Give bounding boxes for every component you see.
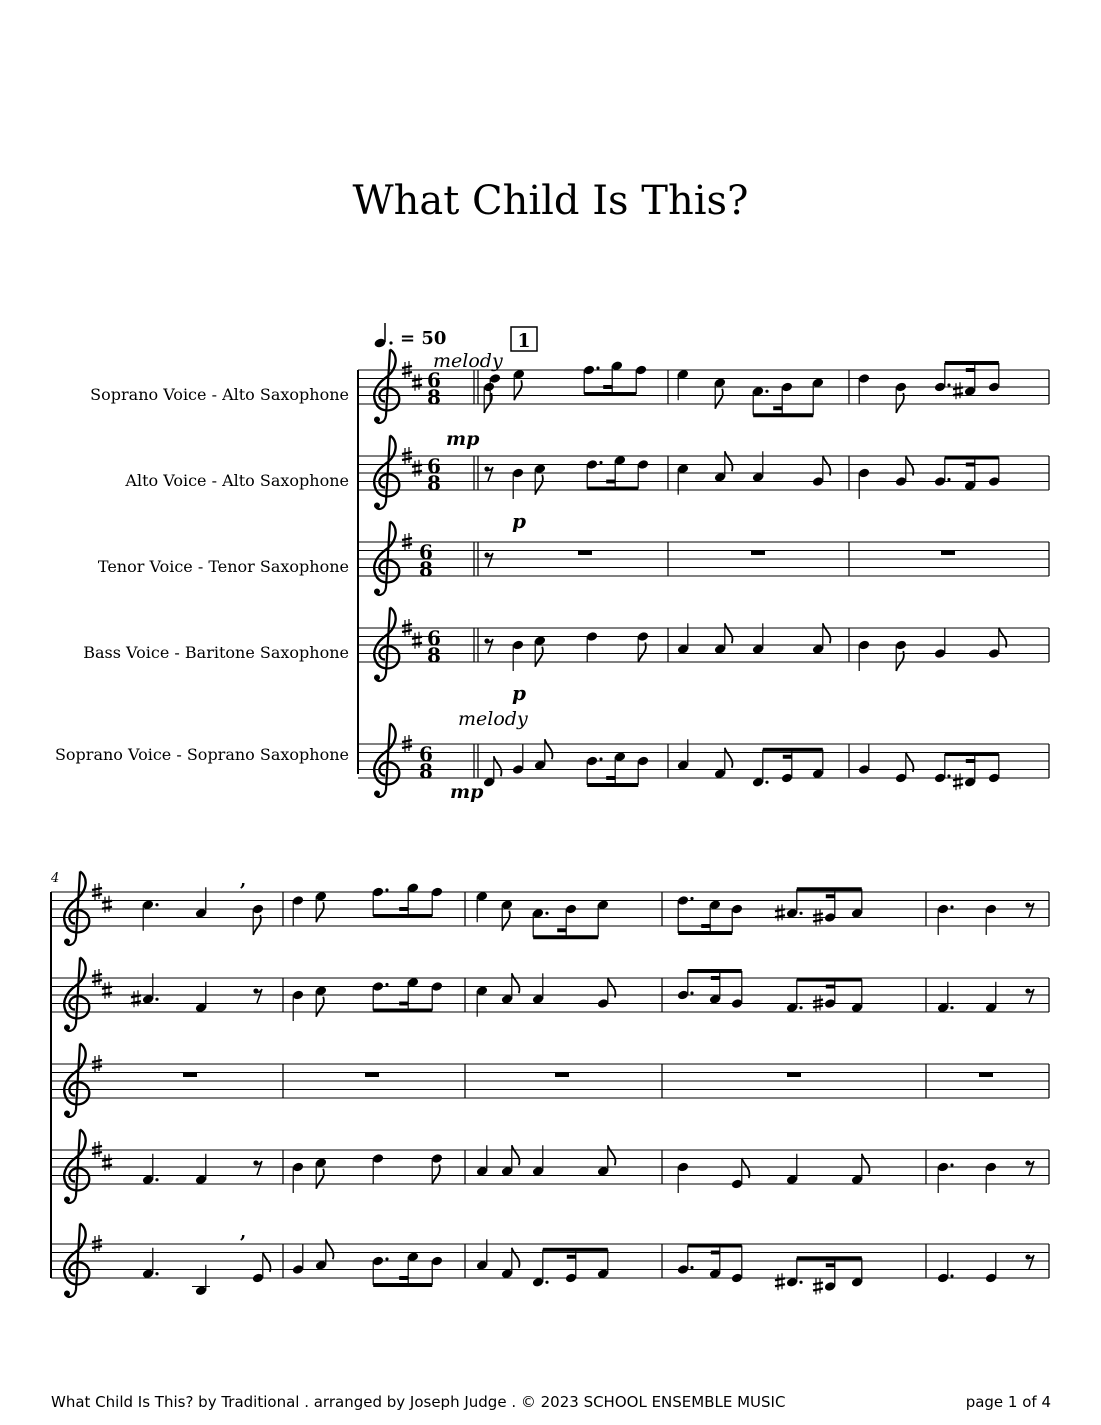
key-signature-sharp-icon <box>412 374 422 391</box>
treble-clef-icon <box>64 958 89 1031</box>
key-signature-sharp-icon <box>412 460 422 477</box>
treble-clef-icon <box>64 872 89 945</box>
key-signature-sharp-icon <box>102 982 112 999</box>
system-2-staves <box>51 870 1049 1297</box>
staff-system1-3 <box>358 522 1049 595</box>
treble-clef-icon <box>374 522 399 595</box>
key-signature-sharp-icon <box>102 1154 112 1171</box>
time-signature-top: 6 <box>419 742 433 766</box>
treble-clef-icon <box>374 608 399 681</box>
time-signature-top: 6 <box>427 626 441 650</box>
footer-page-number: page 1 of 4 <box>965 1393 1051 1411</box>
rehearsal-mark: 1 <box>517 330 531 352</box>
key-signature-sharp-icon <box>412 632 422 649</box>
treble-clef-icon <box>64 1224 89 1297</box>
time-signature-bottom: 8 <box>427 385 441 409</box>
measure-number: 4 <box>51 871 60 886</box>
time-signature-bottom: 8 <box>419 759 433 783</box>
staff-system2-1 <box>51 872 1049 945</box>
treble-clef-icon <box>64 1130 89 1203</box>
footer-credits: What Child Is This? by Traditional . arranged by Joseph Judge . © 2023 SCHOOL ENSEMBLE MUSIC <box>51 1393 786 1411</box>
svg-text:,: , <box>240 1222 247 1243</box>
time-signature-top: 6 <box>427 454 441 478</box>
expression-melody-1: melody <box>433 350 503 372</box>
time-signature-top: 6 <box>419 540 433 564</box>
tempo-value: = 50 <box>400 328 447 349</box>
tempo-marking <box>373 323 446 349</box>
dynamic-mp-1: mp <box>446 428 480 450</box>
staff-system2-2 <box>51 958 1049 1031</box>
page-title: What Child Is This? <box>352 178 749 224</box>
instrument-label-alto-alto-sax: Alto Voice - Alto Saxophone <box>125 471 349 490</box>
instrument-label-soprano-soprano-sax: Soprano Voice - Soprano Saxophone <box>54 745 349 764</box>
treble-clef-icon <box>374 436 399 509</box>
time-signature-bottom: 8 <box>427 643 441 667</box>
system-2 <box>50 870 1049 1297</box>
staff-system2-3 <box>51 1044 1049 1117</box>
staff-system2-5 <box>51 1224 1049 1297</box>
expression-melody-5: melody <box>458 708 528 730</box>
staff-system2-4 <box>51 1130 1049 1203</box>
dynamic-p-2: p <box>512 509 526 533</box>
key-signature-sharp-icon <box>102 896 112 913</box>
treble-clef-icon <box>374 350 399 423</box>
dynamic-p-4: p <box>512 681 526 705</box>
treble-clef-icon <box>64 1044 89 1117</box>
dynamic-mp-5: mp <box>450 781 484 803</box>
time-signature-top: 6 <box>427 368 441 392</box>
instrument-label-soprano-alto-sax: Soprano Voice - Alto Saxophone <box>90 385 349 404</box>
instrument-label-bass-baritone-sax: Bass Voice - Baritone Saxophone <box>83 643 349 662</box>
treble-clef-icon <box>374 724 399 797</box>
svg-text:,: , <box>240 870 247 891</box>
time-signature-bottom: 8 <box>427 471 441 495</box>
instrument-label-tenor-tenor-sax: Tenor Voice - Tenor Saxophone <box>97 557 349 576</box>
time-signature-bottom: 8 <box>419 557 433 581</box>
